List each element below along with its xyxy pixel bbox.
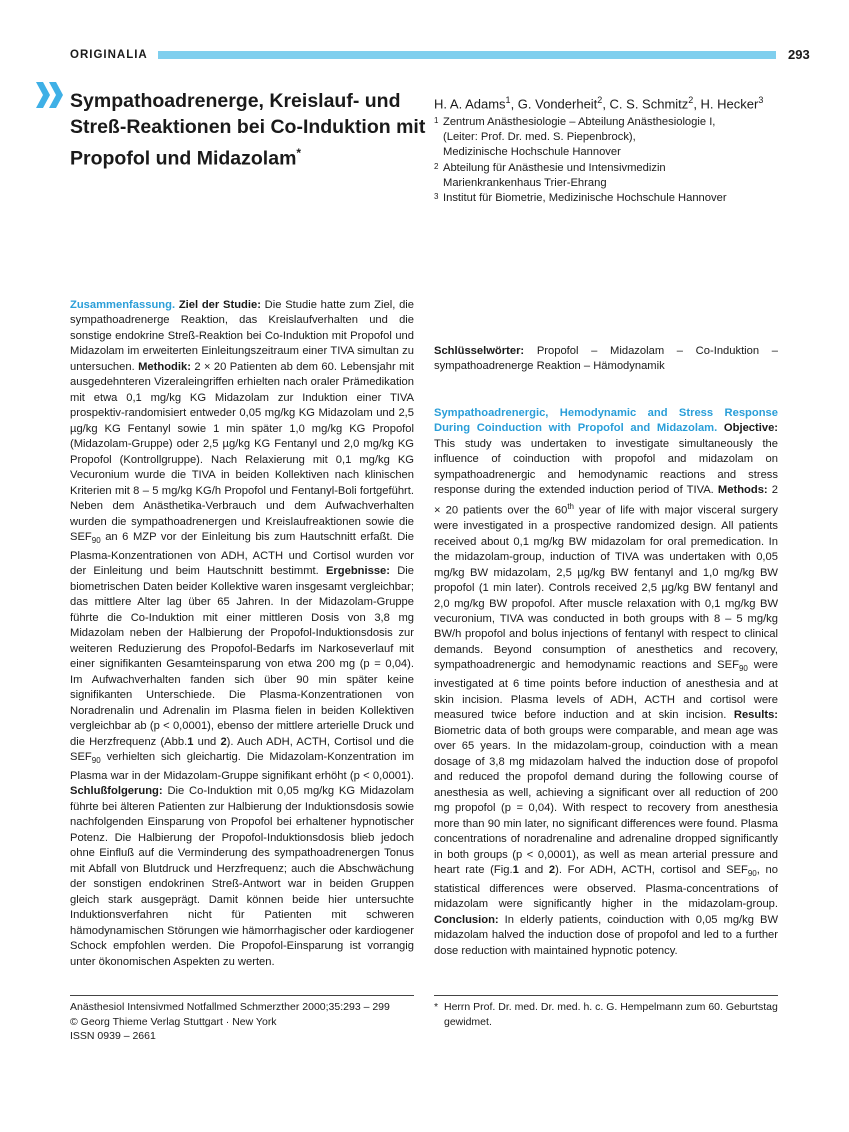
- citation-publisher: © Georg Thieme Verlag Stuttgart · New York: [70, 1015, 277, 1028]
- author-name: H. Hecker: [700, 96, 759, 112]
- abstract-heading-de: Zusammenfassung.: [70, 299, 176, 311]
- affiliation-line: Zentrum Anästhesiologie – Abteilung Anästhesiologie I,: [443, 116, 716, 128]
- citation-journal: Anästhesiol Intensivmed Notfallmed Schmerzther 2000;35:293 – 299: [70, 1001, 390, 1013]
- page-number: 293: [788, 47, 810, 62]
- section-label: ORIGINALIA: [70, 49, 148, 61]
- affiliation-line: Marienkrankenhaus Trier-Ehrang: [443, 176, 607, 189]
- affiliations: [434, 115, 814, 206]
- author-list: H. A. Adams$^1$, G. Vonderheit$^2$, C. S. Schmitz$^2$, H. Hecker$^3$: [434, 95, 764, 112]
- german-abstract: Zusammenfassung. Ziel der Studie: Die Studie hatte zum Ziel, die sympathoadrenerge Reaktion, das Kreislaufverhalten und die sonstige endokrine Streß-Reaktion bei Co-Induktion mit Propofol und Midazolam im erweiterten Einleitungszeitraum einer TIVA simultan zu untersuchen. Methodik: 2 × 20 Patienten ab dem 60. Lebensjahr mit ausgedehnteren Vizeraleingriffen erhielten nach oraler Prämedikation mit etwa 0,1 mg/kg KG Midazolam zur Induktion einer TIVA prospektiv-randomisiert entweder 0,05 mg/kg KG Midazolam und 2,5 µg/kg KG Fentanyl sowie 1 min später 1,0 mg/kg KG Propofol (Midazolam-Gruppe) oder 2,5 µg/kg KG Fentanyl und 2,0 mg/kg KG Propofol (Kontrollgruppe). Nach Relaxierung mit 0,1 mg/kg KG Vecuronium wurde die TIVA in beiden Kollektiven nach klinischen Kriterien mit 8 – 5 mg/kg KG/h Propofol und Fentanyl-Boli fortgeführt. Neben dem Anästhetika-Verbrauch und dem Aufwachverhalten wurden die sympathoadrenergen und Kreislaufreaktionen sowie die $SEF_{90}$ an 6 MZP vor der Einleitung bis zum Hautschnitt erfaßt. Die Plasma-Konzentrationen von ADH, ACTH und Cortisol wurden vor der Einleitung und beim Hautschnitt bestimmt. Ergebnisse: Die biometrischen Daten beider Kollektive waren insgesamt vergleichbar; das mittlere Alter lag über 65 Jahren. In der Midazolam-Gruppe führte die Co-Induktion mit einer mittleren Dosis von 3,8 mg Midazolam neben der Halbierung der Propofol-Induktionsdosis zur weiteren Reduzierung des Propofol-Bedarfs im Narkoseverlauf mit einer signifikanten Gesamteinsparung von etwa 200 mg (p = 0,04). Im Aufwachverhalten fanden sich über 90 min später keine signifikanten Unterschiede. Die Plasma-Konzentrationen von Noradrenalin und Adrenalin im Plasma fielen in beiden Kollektiven vergleichbar ab (p < 0,0001), ebenso der mittlere arterielle Druck und die Herzfrequenz (Abb.1 und 2). Auch ADH, ACTH, Cortisol und die $SEF_{90}$ verhielten sich gleichartig. Die Midazolam-Konzentration im Plasma war in der Midazolam-Gruppe signifikant erhöht (p < 0,0001). Schlußfolgerung: Die Co-Induktion mit 0,05 mg/kg KG Midazolam führte bei älteren Patienten zur Halbierung der Induktionsdosis sowie nachfolgenden Einsparung von Propofol bei erhaltener hypnotischer Potenz. Die Halbierung der Propofol-Induktionsdosis blieb jedoch ohne Einfluß auf die Verminderung des sympathoadrenergen Tonus mit Abfall von Blutdruck und Herzfrequenz; auch die Abschwächung der sonstigen endokrinen Streß-Antwort war in beiden Gruppen gleich stark ausgeprägt. Damit können beide hier untersuchte Induktionsverfahren nicht für Patienten mit schweren hämodynamischen Störungen wie hämorrhagischer oder kardiogener Schock empfohlen werden. Die Propofol-Einsparung ist vorrangig unter ökonomischen Aspekten zu werten.: [70, 299, 415, 968]
- label-methods: Methods:: [717, 484, 768, 497]
- author-name: C. S. Schmitz: [609, 96, 689, 112]
- right-column: [434, 298, 778, 959]
- affiliation-line: (Leiter: Prof. Dr. med. S. Piepenbrock),: [443, 131, 636, 144]
- affiliation-number: 2: [434, 161, 439, 171]
- affiliation-item: [434, 161, 814, 191]
- label-objective: Objective:: [723, 422, 779, 435]
- author-name: G. Vonderheit: [517, 96, 598, 112]
- affiliation-line: Abteilung für Anästhesie und Intensivmedizin: [443, 161, 666, 174]
- abstract-heading-en: Sympathoadrenergic, Hemodynamic and Stress Response During Coinduction with Propofol and Midazolam.: [434, 406, 778, 435]
- article-title: Sympathoadrenerge, Kreislauf- und Streß-Reaktionen bei Co-Induktion mit Propofol und Midazolam*: [70, 90, 426, 170]
- author-affil-mark: 2: [688, 95, 694, 105]
- keywords-de: Schlüsselwörter: Propofol – Midazolam – Co-Induktion – sympathoadrenerge Reaktion – Hämodynamik: [434, 345, 779, 373]
- affiliation-line: Institut für Biometrie, Medizinische Hochschule Hannover: [443, 192, 727, 205]
- label-ergebnisse: Ergebnisse:: [325, 565, 390, 578]
- label-conclusion: Conclusion:: [434, 913, 499, 926]
- dedication-footnote: [434, 1000, 778, 1029]
- label-ziel: Ziel der Studie:: [178, 299, 261, 311]
- label-results: Results:: [733, 709, 779, 722]
- fig-ref-1: 1: [187, 735, 194, 748]
- fig-ref-en-2: 2: [548, 863, 556, 876]
- affiliation-item: [434, 115, 814, 161]
- citation-block: [70, 1000, 414, 1044]
- author-name: H. A. Adams: [434, 96, 506, 112]
- title-footnote-mark: *: [296, 146, 302, 160]
- header-rule: [158, 51, 776, 59]
- citation-issn: ISSN 0939 – 2661: [70, 1030, 156, 1042]
- fig-ref-2: 2: [220, 735, 227, 748]
- author-affil-mark: 2: [597, 95, 603, 105]
- label-schluss: Schlußfolgerung:: [70, 785, 163, 798]
- footer-rule-right: [434, 995, 778, 996]
- footnote-mark: *: [434, 1001, 439, 1013]
- affiliation-item: [434, 191, 814, 206]
- author-affil-mark: 3: [758, 95, 764, 105]
- author-affil-mark: 1: [505, 95, 511, 105]
- affiliation-number: 3: [434, 192, 439, 202]
- footnote-text: Herrn Prof. Dr. med. Dr. med. h. c. G. Hempelmann zum 60. Geburtstag gewidmet.: [444, 1001, 778, 1028]
- affiliation-number: 1: [434, 116, 439, 125]
- footer-rule-left: [70, 995, 414, 996]
- affiliation-line: Medizinische Hochschule Hannover: [443, 146, 621, 159]
- quote-mark-icon: [36, 82, 64, 108]
- fig-ref-en-1: 1: [512, 863, 519, 876]
- label-methodik: Methodik:: [138, 360, 191, 373]
- english-abstract: Sympathoadrenergic, Hemodynamic and Stress Response During Coinduction with Propofol and Midazolam. Objective: This study was undertaken to investigate simultaneously the influence of coinduction with propofol and midazolam on sympathoadrenergic and hemodynamic reactions and stress response during the extended induction period of TIVA. Methods: 2 × 20 patients over the 60th year of life with major visceral surgery were investigated in a prospective randomized design. All patients received about 0,1 mg/kg BW midazolam for oral premedication. In the midazolam-group, induction of TIVA was undertaken with 0,05 mg/kg BW midazolam, 2,5 µg/kg BW fentanyl and 1,0 mg/kg BW propofol (1 min later). Controls received 2,5 µg/kg BW fentanyl and 2,0 mg/kg BW propofol. After muscle relaxation with 0,1 mg/kg BW vecuronium, TIVA was conducted in both groups with 8 – 5 mg/kg BW/h propofol and bolus injections of fentanyl with respect to clinical demands. Beyond consumption of anesthetics and recovery, sympathoadrenergic and hemodynamic reactions and $SEF_{90}$ were investigated at 6 time points before induction of anesthesia and at skin incision. Plasma levels of ADH, ACTH and cortisol were measured twice before induction and at skin incision. Results: Biometric data of both groups were comparable, and mean age was over 65 years. In the midazolam-group, coinduction with a mean dosage of 3,8 mg midazolam halved the induction dose of propofol and reduced the propofol demand during the following course of anesthesia as well, achieving a significant over all reduction of 200 mg propofol (p = 0,04). With respect to recovery from anesthesia more than 90 min later, no significant differences were found. Plasma concentrations of noradrenaline and adrenaline dropped significantly in both groups (p < 0,0001), as well as mean arterial pressure and heart rate (Fig.1 and 2). For ADH, ACTH, cortisol and $SEF_{90}$, no statistical differences were observed. Plasma-concentrations of midazolam were significantly higher in the midazolam-group. Conclusion: In elderly patients, coinduction with 0,05 mg/kg BW midazolam halved the induction dose of propofol and led to a further dose reduction with maintained hypnotic potency.: [434, 406, 779, 957]
